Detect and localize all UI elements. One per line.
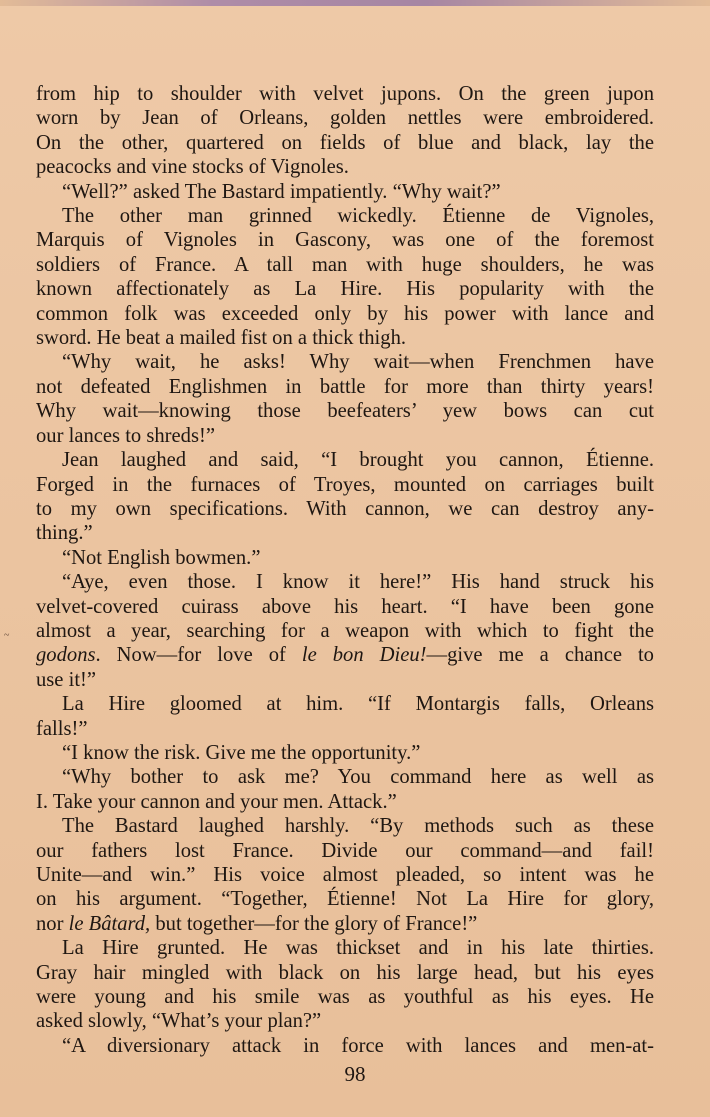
text-line: On the other, quartered on fields of blue and black, lay the — [36, 131, 654, 154]
text-line: “Why bother to ask me? You command here as well as — [62, 766, 654, 789]
text-line: velvet-covered cuirass above his heart. “I have been gone — [36, 595, 654, 618]
text-line: Marquis of Vignoles in Gascony, was one of the foremost — [36, 229, 654, 252]
margin-mark: ~ — [4, 630, 10, 641]
text-line: from hip to shoulder with velvet jupons. On the green jupon — [36, 83, 654, 105]
text-line: worn by Jean of Orleans, golden nettles were embroidered. — [36, 107, 654, 130]
text-line: Gray hair mingled with black on his large head, but his eyes — [36, 961, 654, 984]
text-line: Why wait—knowing those beefeaters’ yew bows can cut — [36, 400, 654, 423]
text-line: “A diversionary attack in force with lances and men-at- — [62, 1034, 654, 1057]
text-line: to my own specifications. With cannon, we can destroy any- — [36, 497, 654, 520]
text-line: Forged in the furnaces of Troyes, mounted on carriages built — [36, 473, 654, 496]
text-line: La Hire gloomed at him. “If Montargis falls, Orleans — [62, 693, 654, 716]
text-line: “Not English bowmen.” — [62, 546, 261, 569]
text-line: known affectionately as La Hire. His popularity with the — [36, 278, 654, 301]
text-line: on his argument. “Together, Étienne! Not La Hire for glory, — [36, 888, 654, 911]
text-line: use it!” — [36, 668, 97, 691]
text-line: La Hire grunted. He was thickset and in his late thirties. — [62, 937, 654, 960]
text-line: peacocks and vine stocks of Vignoles. — [36, 156, 349, 179]
text-line: Jean laughed and said, “I brought you cannon, Étienne. — [62, 449, 654, 472]
text-line: The Bastard laughed harshly. “By methods such as these — [62, 815, 654, 838]
text-line: “Why wait, he asks! Why wait—when Frenchmen have — [62, 351, 654, 374]
page-number: 98 — [344, 1062, 366, 1086]
text-line: were young and his smile was as youthful as his eyes. He — [36, 986, 654, 1009]
text-line: “Aye, even those. I know it here!” His hand struck his — [62, 571, 654, 594]
text-line: soldiers of France. A tall man with huge shoulders, he was — [36, 253, 654, 276]
text-line: our fathers lost France. Divide our command—and fail! — [36, 839, 654, 862]
text-line: The other man grinned wickedly. Étienne de Vignoles, — [62, 205, 654, 228]
text-line: “Well?” asked The Bastard impatiently. “Why wait?” — [62, 180, 501, 203]
text-line: “I know the risk. Give me the opportunity.” — [62, 741, 421, 764]
text-line: asked slowly, “What’s your plan?” — [36, 1010, 322, 1033]
text-line: godons. Now—for love of le bon Dieu!—give me a chance to — [36, 644, 654, 667]
text-line: Unite—and win.” His voice almost pleaded, so intent was he — [36, 864, 654, 886]
text-line: not defeated Englishmen in battle for more than thirty years! — [36, 375, 654, 398]
text-line: our lances to shreds!” — [36, 424, 215, 447]
text-line: almost a year, searching for a weapon with which to fight the — [36, 619, 654, 642]
text-line: sword. He beat a mailed fist on a thick thigh. — [36, 327, 407, 350]
text-line: I. Take your cannon and your men. Attack.” — [36, 790, 397, 813]
text-line: nor le Bâtard, but together—for the glory of France!” — [36, 912, 478, 935]
text-line: falls!” — [36, 717, 88, 740]
text-line: common folk was exceeded only by his power with lance and — [36, 302, 654, 325]
page-top-edge — [0, 0, 710, 6]
text-line: thing.” — [36, 522, 93, 545]
body-text — [36, 82, 654, 1058]
